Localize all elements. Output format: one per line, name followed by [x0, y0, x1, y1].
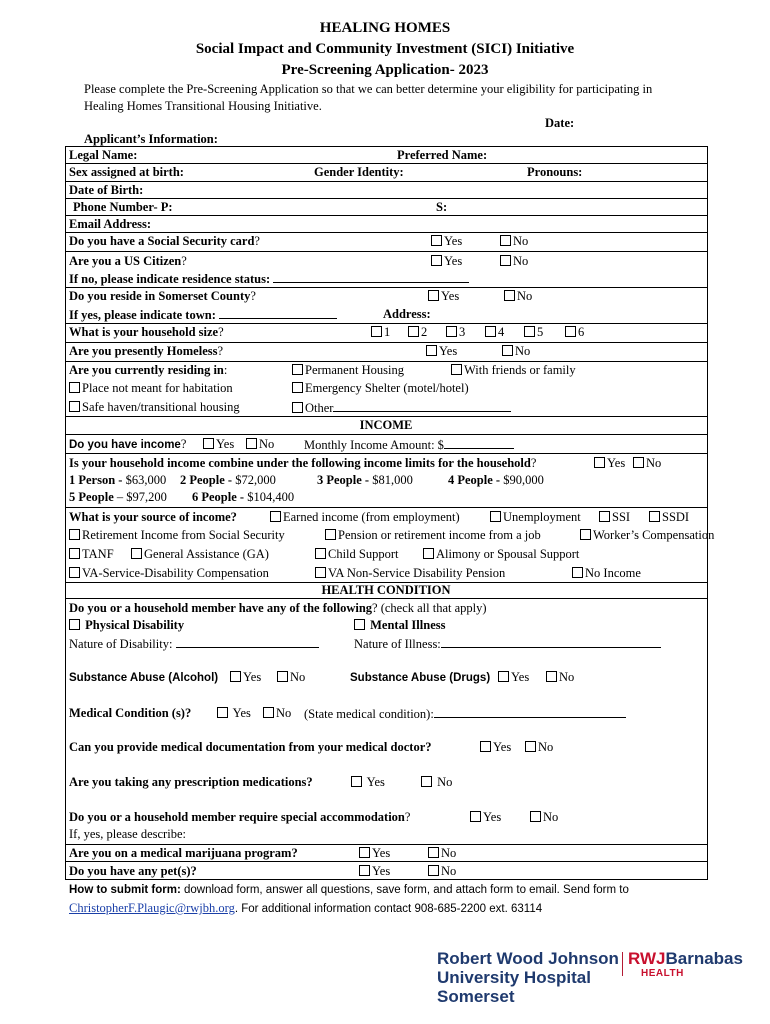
ss-card-question: Do you have a Social Security card? — [69, 234, 260, 248]
email-link[interactable]: ChristopherF.Plaugic@rwjbh.org — [69, 901, 235, 915]
homeless-no[interactable]: No — [502, 344, 530, 359]
checkbox-icon[interactable] — [502, 345, 513, 356]
town-field[interactable] — [219, 307, 337, 319]
checkbox-icon[interactable] — [594, 457, 605, 468]
household-size-question: What is your household size? — [69, 325, 224, 339]
checkbox-icon[interactable] — [315, 548, 326, 559]
have-income-question: Do you have income? — [69, 437, 187, 451]
checkbox-icon[interactable] — [431, 235, 442, 246]
application-title: Pre-Screening Application- 2023 — [281, 62, 489, 78]
source-ssdi[interactable]: SSDI — [649, 510, 689, 525]
divider — [65, 598, 707, 599]
have-income-yes[interactable]: Yes — [203, 437, 234, 452]
residing-permanent[interactable]: Permanent Housing — [292, 363, 404, 378]
residing-other[interactable]: Other — [292, 400, 511, 416]
prescription-no[interactable]: No — [421, 775, 452, 790]
logo-line-1: Robert Wood Johnson — [437, 949, 619, 968]
preferred-name-label: Preferred Name: — [397, 148, 488, 162]
checkbox-icon[interactable] — [292, 402, 303, 413]
residing-question: Are you currently residing in: — [69, 363, 228, 377]
household-size-6[interactable]: 6 — [565, 325, 584, 340]
checkbox-icon[interactable] — [530, 811, 541, 822]
alcohol-yes[interactable]: Yes — [230, 670, 261, 685]
citizen-no[interactable]: No — [500, 254, 528, 269]
checkbox-icon[interactable] — [277, 671, 288, 682]
physical-disability-option[interactable]: Physical Disability — [69, 618, 184, 633]
checkbox-icon[interactable] — [504, 290, 515, 301]
checkbox-icon[interactable] — [371, 326, 382, 337]
checkbox-icon[interactable] — [490, 511, 501, 522]
homeless-question: Are you presently Homeless? — [69, 344, 224, 358]
checkbox-icon[interactable] — [524, 326, 535, 337]
checkbox-icon[interactable] — [263, 707, 274, 718]
divider — [65, 844, 707, 845]
limit-2-people: 2 People - $72,000 — [180, 473, 276, 487]
checkbox-icon[interactable] — [131, 548, 142, 559]
checkbox-icon[interactable] — [546, 671, 557, 682]
checkbox-icon[interactable] — [428, 290, 439, 301]
source-va-service[interactable]: VA-Service-Disability Compensation — [69, 566, 269, 581]
household-size-4[interactable]: 4 — [485, 325, 504, 340]
substance-alcohol-question: Substance Abuse (Alcohol) — [69, 672, 219, 684]
prescription-yes[interactable]: Yes — [351, 775, 385, 790]
nature-of-illness-field[interactable] — [441, 636, 661, 648]
state-medical-condition-field[interactable] — [434, 706, 626, 718]
income-source-question: What is your source of income? — [69, 510, 237, 524]
checkbox-icon[interactable] — [599, 511, 610, 522]
checkbox-icon[interactable] — [480, 741, 491, 752]
source-retirement-ss[interactable]: Retirement Income from Social Security — [69, 528, 285, 543]
form-title: HEALING HOMES — [319, 20, 451, 36]
source-earned[interactable]: Earned income (from employment) — [270, 510, 460, 525]
citizen-yes[interactable]: Yes — [431, 254, 462, 269]
household-size-3[interactable]: 3 — [446, 325, 465, 340]
legal-name-label: Legal Name: — [69, 148, 138, 162]
income-limits-yes[interactable]: Yes — [594, 456, 625, 471]
rwj-barnabas-logo: RWJBarnabas — [628, 949, 743, 968]
checkbox-icon[interactable] — [485, 326, 496, 337]
somerset-question: Do you reside in Somerset County? — [69, 289, 256, 303]
source-pension[interactable]: Pension or retirement income from a job — [325, 528, 541, 543]
source-va-non-service[interactable]: VA Non-Service Disability Pension — [315, 566, 505, 581]
checkbox-icon[interactable] — [69, 401, 80, 412]
logo-divider — [622, 952, 623, 976]
gender-label: Gender Identity: — [314, 165, 404, 179]
income-section-title: INCOME — [359, 418, 413, 432]
checkbox-icon[interactable] — [292, 364, 303, 375]
checkbox-icon[interactable] — [230, 671, 241, 682]
dob-label: Date of Birth: — [69, 183, 144, 197]
rwj-health-label: HEALTH — [641, 968, 684, 979]
income-limits-question: Is your household income combine under the following income limits for the household? — [69, 456, 537, 470]
divider — [65, 251, 707, 252]
substance-drugs-question: Substance Abuse (Drugs) — [350, 672, 491, 684]
source-general-assistance[interactable]: General Assistance (GA) — [131, 547, 269, 562]
marijuana-no[interactable]: No — [428, 846, 456, 861]
divider — [65, 416, 707, 417]
ss-card-no[interactable]: No — [500, 234, 528, 249]
pets-question: Do you have any pet(s)? — [69, 864, 197, 878]
source-no-income[interactable]: No Income — [572, 566, 641, 581]
contact-line: ChristopherF.Plaugic@rwjbh.org. For additional information contact 908-685-2200 ext. 63114 — [69, 901, 543, 915]
residing-other-field[interactable] — [333, 400, 511, 412]
accommodation-question: Do you or a household member require special accommodation? — [69, 810, 411, 824]
divider — [65, 861, 707, 862]
pets-yes[interactable]: Yes — [359, 864, 390, 879]
divider — [65, 163, 707, 164]
medical-condition-yes[interactable]: Yes — [217, 706, 251, 721]
checkbox-icon[interactable] — [359, 847, 370, 858]
checkbox-icon[interactable] — [69, 548, 80, 559]
town-question: If yes, please indicate town: — [69, 307, 337, 323]
source-ssi[interactable]: SSI — [599, 510, 630, 525]
medical-doc-no[interactable]: No — [525, 740, 553, 755]
limit-5-people: 5 People – $97,200 — [69, 490, 167, 504]
checkbox-icon[interactable] — [421, 776, 432, 787]
pronouns-label: Pronouns: — [527, 165, 583, 179]
limit-6-people: 6 People - $104,400 — [192, 490, 295, 504]
email-label: Email Address: — [69, 217, 152, 231]
phone-p-label: Phone Number- P: — [73, 200, 173, 214]
limit-1-person: 1 Person - $63,000 — [69, 473, 167, 487]
prescription-question: Are you taking any prescription medications? — [69, 775, 313, 789]
checkbox-icon[interactable] — [69, 567, 80, 578]
source-child-support[interactable]: Child Support — [315, 547, 399, 562]
drugs-no[interactable]: No — [546, 670, 574, 685]
monthly-income-label: Monthly Income Amount: $ — [304, 437, 514, 453]
checkbox-icon[interactable] — [203, 438, 214, 449]
nature-of-disability-field[interactable] — [176, 636, 319, 648]
checkbox-icon[interactable] — [69, 529, 80, 540]
checkbox-icon[interactable] — [246, 438, 257, 449]
health-conditions-question: Do you or a household member have any of the following? (check all that apply) — [69, 601, 487, 615]
limit-4-people: 4 People - $90,000 — [448, 473, 544, 487]
divider — [65, 434, 707, 435]
checkbox-icon[interactable] — [580, 529, 591, 540]
source-alimony[interactable]: Alimony or Spousal Support — [423, 547, 579, 562]
date-label: Date: — [545, 116, 575, 130]
somerset-no[interactable]: No — [504, 289, 532, 304]
divider — [65, 232, 707, 233]
checkbox-icon[interactable] — [359, 865, 370, 876]
income-limits-no[interactable]: No — [633, 456, 661, 471]
checkbox-icon[interactable] — [354, 619, 365, 630]
residence-status-field[interactable] — [273, 271, 469, 283]
drugs-yes[interactable]: Yes — [498, 670, 529, 685]
residing-safe-haven[interactable]: Safe haven/transitional housing — [69, 400, 240, 415]
monthly-income-field[interactable] — [444, 437, 514, 449]
somerset-yes[interactable]: Yes — [428, 289, 459, 304]
checkbox-icon[interactable] — [69, 382, 80, 393]
citizen-question: Are you a US Citizen? — [69, 254, 187, 268]
checkbox-icon[interactable] — [500, 255, 511, 266]
checkbox-icon[interactable] — [572, 567, 583, 578]
checkbox-icon[interactable] — [565, 326, 576, 337]
household-size-2[interactable]: 2 — [408, 325, 427, 340]
residing-not-habitable[interactable]: Place not meant for habitation — [69, 381, 233, 396]
limit-3-people: 3 People - $81,000 — [317, 473, 413, 487]
divider — [65, 181, 707, 182]
household-size-1[interactable]: 1 — [371, 325, 390, 340]
checkbox-icon[interactable] — [325, 529, 336, 540]
phone-s-label: S: — [436, 200, 448, 214]
sex-label: Sex assigned at birth: — [69, 165, 184, 179]
checkbox-icon[interactable] — [451, 364, 462, 375]
nature-of-illness: Nature of Illness: — [354, 636, 661, 652]
health-section-title: HEALTH CONDITION — [321, 583, 451, 597]
medical-condition-question: Medical Condition (s)? — [69, 706, 192, 720]
divider — [65, 342, 707, 343]
address-label: Address: — [383, 307, 431, 321]
checkbox-icon[interactable] — [428, 865, 439, 876]
divider — [65, 361, 707, 362]
logo-line-2: University Hospital — [437, 968, 591, 987]
source-unemployment[interactable]: Unemployment — [490, 510, 581, 525]
residing-friends[interactable]: With friends or family — [451, 363, 576, 378]
checkbox-icon[interactable] — [525, 741, 536, 752]
checkbox-icon[interactable] — [315, 567, 326, 578]
accommodation-describe: If, yes, please describe: — [69, 827, 186, 841]
alcohol-no[interactable]: No — [277, 670, 305, 685]
mental-illness-option[interactable]: Mental Illness — [354, 618, 445, 633]
checkbox-icon[interactable] — [408, 326, 419, 337]
checkbox-icon[interactable] — [69, 619, 80, 630]
divider — [65, 507, 707, 508]
divider — [65, 287, 707, 288]
nature-of-disability: Nature of Disability: — [69, 636, 319, 652]
divider — [65, 453, 707, 454]
intro-text: Please complete the Pre-Screening Application so that we can better determine your eligibility for participating in Healing Homes Transitional Housing Initiative. — [84, 82, 653, 113]
applicant-section-title: Applicant’s Information: — [84, 132, 218, 146]
initiative-title: Social Impact and Community Investment (SICI) Initiative — [195, 41, 575, 57]
residing-shelter[interactable]: Emergency Shelter (motel/hotel) — [292, 381, 469, 396]
have-income-no[interactable]: No — [246, 437, 274, 452]
logo-line-3: Somerset — [437, 987, 515, 1006]
divider — [65, 215, 707, 216]
checkbox-icon[interactable] — [470, 811, 481, 822]
state-medical-condition: (State medical condition): — [304, 706, 626, 722]
marijuana-yes[interactable]: Yes — [359, 846, 390, 861]
ss-card-yes[interactable]: Yes — [431, 234, 462, 249]
pets-no[interactable]: No — [428, 864, 456, 879]
accommodation-yes[interactable]: Yes — [470, 810, 501, 825]
divider — [65, 198, 707, 199]
checkbox-icon[interactable] — [649, 511, 660, 522]
checkbox-icon[interactable] — [428, 847, 439, 858]
checkbox-icon[interactable] — [431, 255, 442, 266]
checkbox-icon[interactable] — [270, 511, 281, 522]
checkbox-icon[interactable] — [446, 326, 457, 337]
divider — [65, 323, 707, 324]
checkbox-icon[interactable] — [500, 235, 511, 246]
marijuana-question: Are you on a medical marijuana program? — [69, 846, 298, 860]
checkbox-icon[interactable] — [292, 382, 303, 393]
submit-instructions: How to submit form: download form, answer all questions, save form, and attach form to email. Send form to — [69, 884, 629, 896]
checkbox-icon[interactable] — [426, 345, 437, 356]
hospital-logo — [437, 949, 619, 1006]
residence-status-question: If no, please indicate residence status: — [69, 271, 469, 287]
source-tanf[interactable]: TANF — [69, 547, 114, 562]
source-workers-comp[interactable]: Worker’s Compensation — [580, 528, 714, 543]
homeless-yes[interactable]: Yes — [426, 344, 457, 359]
checkbox-icon[interactable] — [633, 457, 644, 468]
checkbox-icon[interactable] — [498, 671, 509, 682]
medical-condition-no[interactable]: No — [263, 706, 291, 721]
checkbox-icon[interactable] — [217, 707, 228, 718]
medical-doc-question: Can you provide medical documentation from your medical doctor? — [69, 740, 432, 754]
checkbox-icon[interactable] — [351, 776, 362, 787]
checkbox-icon[interactable] — [423, 548, 434, 559]
medical-doc-yes[interactable]: Yes — [480, 740, 511, 755]
household-size-5[interactable]: 5 — [524, 325, 543, 340]
accommodation-no[interactable]: No — [530, 810, 558, 825]
